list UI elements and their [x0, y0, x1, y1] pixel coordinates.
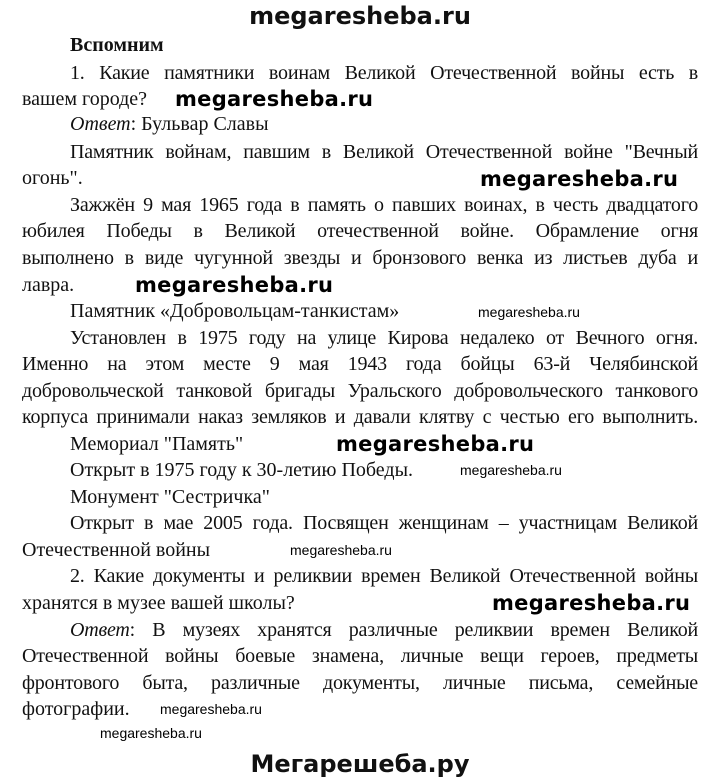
question-1-line: 1. Какие памятники воинам Великой Отечественной войны есть в	[70, 62, 698, 84]
watermark: megaresheba.ru	[100, 725, 202, 741]
watermark: megaresheba.ru	[478, 304, 580, 320]
header-watermark: megaresheba.ru	[249, 2, 471, 30]
text-line: Отечественной войны боевые знамена, личные вещи героев, предметы	[22, 645, 698, 667]
watermark: megaresheba.ru	[336, 432, 535, 456]
text-line: фронтового быта, различные документы, личные письма, семейные	[22, 672, 698, 694]
text-line: Памятник «Добровольцам-танкистам»	[70, 300, 400, 322]
question-2-line: 2. Какие документы и реликвии времен Великой Отечественной войны	[70, 565, 698, 587]
question-2-line: хранятся в музее вашей школы?	[22, 592, 295, 614]
watermark: megaresheba.ru	[460, 462, 562, 478]
text-line: выполнено в виде чугунной звезды и бронзового венка из листьев дуба и	[22, 247, 698, 269]
answer-1	[70, 112, 269, 136]
text-line: добровольческой танковой бригады Уральского добровольческого танкового	[22, 380, 698, 402]
answer-label: Ответ	[70, 619, 130, 641]
text-line: Отечественной войны	[22, 539, 211, 561]
watermark: megaresheba.ru	[480, 167, 679, 191]
text-line: лавра.	[22, 274, 75, 296]
text-line: Монумент "Сестричка"	[70, 486, 270, 508]
text-line: Установлен в 1975 году на улице Кирова недалеко от Вечного огня.	[70, 327, 698, 349]
watermark: megaresheba.ru	[290, 542, 392, 558]
text-line: Открыт в 1975 году к 30-летию Победы.	[70, 459, 414, 481]
answer-label: Ответ	[70, 113, 131, 135]
text-line: фотографии.	[22, 698, 130, 720]
section-title: Вспомним	[70, 34, 164, 56]
question-1-line: вашем городе?	[22, 88, 148, 110]
text-line: огонь".	[22, 167, 83, 189]
text-line: Открыт в мае 2005 года. Посвящен женщинам – участницам Великой	[70, 512, 698, 534]
footer-watermark: Мегарешеба.ру	[250, 750, 470, 778]
answer-2	[70, 618, 698, 642]
watermark: megaresheba.ru	[135, 273, 334, 297]
watermark: megaresheba.ru	[160, 701, 262, 717]
answer-text: : Бульвар Славы	[130, 113, 269, 135]
text-line: Памятник войнам, павшим в Великой Отечественной войне "Вечный	[70, 141, 698, 163]
text-line: Мемориал "Память"	[70, 433, 244, 455]
answer-text: : В музеях хранятся различные реликвии времен Великой	[129, 619, 698, 641]
watermark: megaresheba.ru	[492, 591, 691, 615]
text-line: юбилея Победы в Великой отечественной войне. Обрамление огня	[22, 220, 698, 242]
text-line: Зажжён 9 мая 1965 года в память о павших воинах, в честь двадцатого	[70, 194, 698, 216]
watermark: megaresheba.ru	[175, 87, 374, 111]
text-line: корпуса принимали наказ земляков и давали клятву с честью его выполнить.	[22, 406, 698, 428]
text-line: Именно на этом месте 9 мая 1943 года бойцы 63-й Челябинской	[22, 353, 698, 375]
